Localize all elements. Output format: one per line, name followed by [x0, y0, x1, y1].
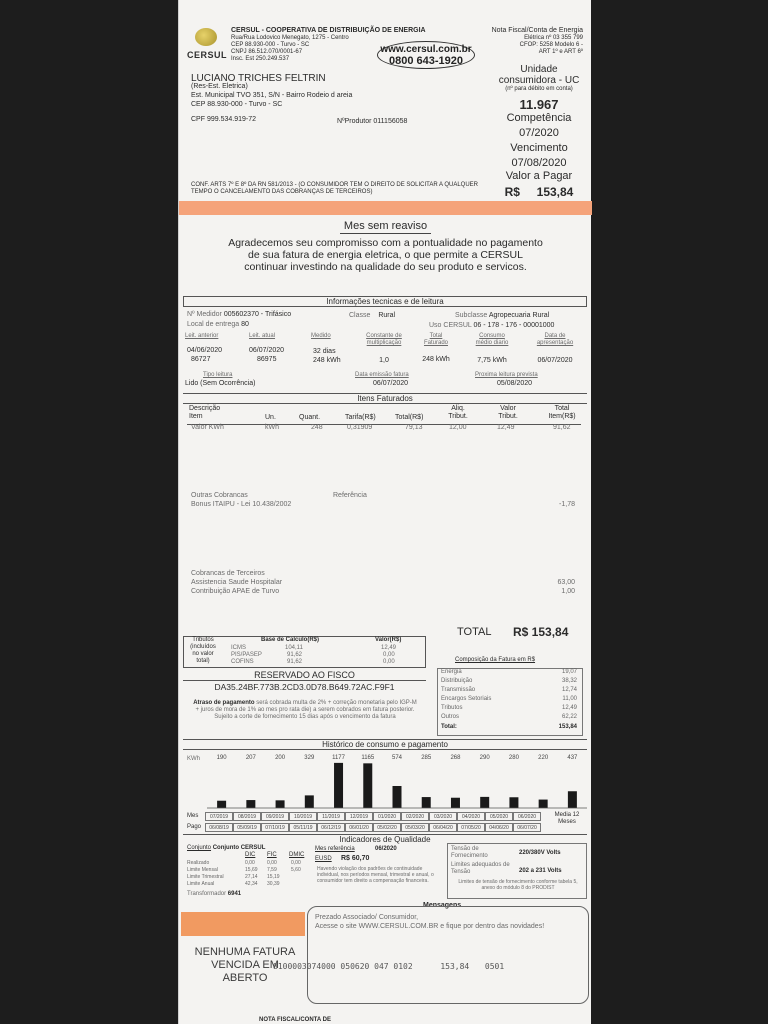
- composicao-row-label: Encargos Setoriais: [441, 696, 492, 702]
- website: www.cersul.com.br: [380, 44, 472, 55]
- eusd-value: R$ 60,70: [341, 855, 370, 862]
- local-label: Local de entrega: [187, 321, 240, 328]
- uc-box: [489, 64, 589, 199]
- comp-total-value: 153,84: [558, 724, 577, 730]
- mes-ref-value: 06/2020: [375, 846, 397, 852]
- valor-label: Valor a Pagar: [505, 170, 573, 182]
- col-data-apresentacao: Data de apresentação: [536, 333, 574, 346]
- conjunto-label: Conjunto: [187, 845, 212, 851]
- history-bar-label: 207: [245, 755, 256, 761]
- composicao-row-label: Energia: [441, 669, 462, 675]
- barcode-digits: 8100003074000 050620 047 0102: [273, 962, 413, 971]
- qualidade-row-value: 5,60: [291, 867, 301, 873]
- history-month-cell: 04/2020: [457, 812, 485, 821]
- history-bar: [246, 800, 255, 808]
- history-paid-cell: 07/10/19: [261, 823, 289, 832]
- outras-label: Outras Cobrancas: [191, 492, 248, 499]
- history-bar: [363, 763, 372, 808]
- hdr-un: Un.: [265, 414, 276, 421]
- composicao-row: [441, 669, 577, 676]
- no-overdue-2: VENCIDA EM: [211, 959, 279, 971]
- orange-stamp: [181, 912, 305, 936]
- qualidade-row: [187, 874, 315, 880]
- atraso-text: [193, 700, 417, 721]
- history-bar: [451, 798, 460, 808]
- tipo-leitura-value: Lido (Sem Ocorrência): [185, 380, 256, 387]
- history-paid-cell: 06/08/19: [205, 823, 233, 832]
- banner-line2: de sua fatura de energia eletrica, o que permite a CERSUL: [248, 249, 523, 261]
- composicao-title: Composição da Fatura em R$: [455, 657, 536, 663]
- pago-label: Pago: [187, 824, 202, 830]
- col-consumo: Consumo médio diario: [475, 333, 509, 346]
- valor-pagar: [489, 185, 589, 199]
- hdr-quant: Quant.: [299, 414, 321, 421]
- customer-street: Est. Municipal TVO 351, S/N - Bairro Rodeio d areia: [191, 92, 353, 99]
- base-header: Base de Calculo(R$): [261, 637, 320, 643]
- history-bar: [334, 763, 343, 808]
- company-cnpj: CNPJ 86.512.070/0001-67: [231, 49, 303, 55]
- conjunto-row: [187, 845, 265, 852]
- col-dmic: DMIC: [289, 852, 305, 858]
- history-bar: [568, 791, 577, 808]
- limites-value: 202 a 231 Volts: [519, 868, 562, 874]
- footer-text: NOTA FISCAL/CONTA DE: [259, 1017, 331, 1023]
- total-faturado-value: 248 kWh: [422, 356, 450, 363]
- history-month-cell: 08/2019: [233, 812, 261, 821]
- competencia-value: 07/2020: [519, 127, 559, 139]
- history-paid-cell: 06/04/20: [429, 823, 457, 832]
- hdr-total-item: Total Item(R$): [548, 405, 576, 420]
- local-value: 80: [241, 321, 249, 328]
- qualidade-row: [187, 867, 315, 873]
- qualidade-row-value: 15,19: [267, 874, 280, 880]
- qualidade-row-label: Limite Mensal: [187, 867, 218, 873]
- qualidade-row-value: 27,14: [245, 874, 258, 880]
- composicao-row-label: Distribuição: [441, 678, 473, 684]
- competencia-label: Competência: [506, 112, 572, 124]
- composicao-row: [441, 714, 577, 721]
- item-desc: Valor KWh: [191, 424, 224, 431]
- trib-base-2: 91,62: [287, 652, 303, 658]
- history-month-cell: 07/2019: [205, 812, 233, 821]
- history-bar: [217, 801, 226, 808]
- qualidade-row-value: 0,00: [291, 860, 301, 866]
- tensao-value: 220/380V Volts: [519, 850, 561, 856]
- col-leit-anterior: Leit. anterior: [185, 333, 219, 339]
- uso-row: [429, 322, 554, 330]
- trib-valor-1: 12,49: [381, 645, 397, 651]
- uc-label: Unidade: [520, 64, 558, 75]
- uc-number: 11.967: [519, 97, 559, 112]
- composicao-row-label: Transmissão: [441, 687, 476, 693]
- no-overdue-3: ABERTO: [222, 972, 268, 984]
- composicao-row: [441, 687, 577, 694]
- proxima-label: Proxima leitura prevista: [475, 372, 538, 378]
- terceiros-desc-1: Assistencia Saude Hospitalar: [191, 579, 283, 586]
- terceiros-value-2: 1,00: [561, 588, 575, 595]
- mes-ref-label: Mes referência: [315, 846, 355, 852]
- history-paid-cell: 05/02/20: [373, 823, 401, 832]
- terceiros-label: Cobrancas de Terceiros: [191, 570, 265, 577]
- classe-row: [349, 312, 395, 320]
- qualidade-row-label: Realizado: [187, 860, 210, 866]
- doc-type: Nota Fiscal/Conta de Energia: [491, 27, 583, 34]
- no-overdue-1: NENHUMA FATURA: [194, 946, 296, 958]
- company-cep: CEP 88.930-000 - Turvo - SC: [231, 42, 310, 48]
- medido-dias: 32 dias: [313, 348, 336, 355]
- history-month-cell: 05/2020: [485, 812, 513, 821]
- history-bar-label: 574: [391, 755, 403, 761]
- msg-line1: Prezado Associado/ Consumidor,: [315, 914, 419, 921]
- customer-producer: NºProdutor 011156058: [337, 118, 408, 125]
- subclasse-label: Subclasse: [455, 312, 488, 319]
- classe-value: Rural: [378, 312, 396, 319]
- eusd-label: EUSD: [315, 856, 332, 862]
- composicao-row-value: 12,74: [561, 687, 577, 693]
- history-bar-label: 329: [304, 755, 315, 761]
- history-month-cell: 06/2020: [513, 812, 541, 821]
- history-bar: [509, 797, 518, 808]
- qualidade-title: Indicadores de Qualidade: [183, 834, 587, 844]
- contact-oval: [377, 41, 475, 69]
- history-bar: [393, 786, 402, 808]
- qualidade-row: [187, 881, 315, 887]
- kwh-label: KWh: [187, 756, 201, 762]
- msg-line2: Acesse o site WWW.CERSUL.COM.BR e fique por dentro das novidades!: [315, 923, 545, 930]
- hdr-tarifa: Tarifa(R$): [345, 414, 376, 421]
- customer-name: LUCIANO TRICHES FELTRIN: [191, 73, 326, 84]
- history-month-cell: 09/2019: [261, 812, 289, 821]
- barcode-line: [273, 962, 504, 971]
- company-insc: Insc. Est 250.249.537: [231, 56, 290, 62]
- col-dic: DIC: [245, 852, 256, 858]
- qualidade-row-label: Limite Trimestral: [187, 874, 224, 880]
- company-address: Rua/Rua Lodovico Menegato, 1275 - Centro: [231, 35, 349, 41]
- tensao-label: Tensão de Fornecimento: [451, 846, 488, 859]
- transformador-value: 6941: [227, 891, 242, 897]
- history-month-cell: 01/2020: [373, 812, 401, 821]
- proxima-value: 05/08/2020: [497, 380, 533, 387]
- limites-note: Limites de tensão de fornecimento conforme tabela 5, anexo do módulo 8 do PRODIST: [458, 879, 578, 891]
- history-month-cell: 10/2019: [289, 812, 317, 821]
- emissao-label: Data emissão fatura: [355, 372, 409, 378]
- consumo-medio-value: 7,75 kWh: [477, 357, 507, 364]
- barcode-end: 0501: [484, 962, 505, 971]
- item-quant: 248: [311, 424, 323, 431]
- history-month-cell: 03/2020: [429, 812, 457, 821]
- tributos-label-2: (incluídos: [190, 644, 216, 650]
- medidor-row: [187, 311, 291, 319]
- item-tarifa: 0,31909: [347, 424, 373, 431]
- history-month-cell: 12/2019: [345, 812, 373, 821]
- media-label: Media 12 Meses: [554, 812, 580, 825]
- transformador-label: Transformador: [187, 891, 227, 897]
- medidor-value: 005602370 - Trifásico: [223, 311, 292, 318]
- items-title: Itens Faturados: [183, 393, 587, 404]
- outras-desc: Bonus ITAIPU - Lei 10.438/2002: [191, 501, 292, 508]
- trib-name-1: ICMS: [231, 645, 246, 651]
- history-bar-label: 285: [421, 755, 432, 761]
- trib-base-1: 104,11: [285, 645, 303, 651]
- invoice-paper: [178, 0, 591, 1024]
- history-bar: [480, 797, 489, 808]
- barcode-value: 153,84: [440, 962, 470, 971]
- trib-name-3: COFINS: [231, 659, 254, 665]
- col-leit-atual: Leit. atual: [249, 333, 276, 339]
- tech-info-title: Informações tecnicas e de leitura: [183, 296, 587, 307]
- leit-atual-value: 86975: [257, 356, 277, 363]
- qualidade-row-value: 0,00: [267, 860, 277, 866]
- item-valor-tribut: 12,49: [497, 424, 515, 431]
- trib-valor-3: 0,00: [383, 659, 395, 665]
- historico-title: Histórico de consumo e pagamento: [183, 739, 587, 750]
- vencimento-label: Vencimento: [510, 142, 568, 154]
- history-paid-cell: 05/11/19: [289, 823, 317, 832]
- history-bar: [422, 797, 431, 808]
- hdr-valor-tribut: Valor Tribut.: [498, 405, 518, 420]
- qualidade-row-value: 15,69: [245, 867, 258, 873]
- limites-label: Limites adequados de Tensão: [451, 862, 510, 875]
- composicao-row-value: 12,49: [561, 705, 577, 711]
- history-bar-label: 290: [479, 755, 490, 761]
- mes-label: Mes: [187, 813, 199, 819]
- items-header-line: [187, 424, 581, 425]
- message-banner: [179, 216, 592, 273]
- customer-type: (Res-Est. Eletrica): [191, 83, 248, 90]
- subclasse-row: [455, 312, 549, 320]
- history-bar-label: 1165: [361, 755, 375, 761]
- trib-base-3: 91,62: [287, 659, 303, 665]
- uso-label: Uso CERSUL: [429, 322, 472, 329]
- banner-line1: Agradecemos seu compromisso com a pontualidade no pagamento: [228, 237, 543, 249]
- medidor-label: Nº Medidor: [187, 311, 222, 318]
- col-constante: Constante de multiplicação: [366, 333, 402, 346]
- item-total: 79,13: [405, 424, 423, 431]
- terceiros-value-1: 63,00: [557, 579, 575, 586]
- trib-name-2: PIS/PASEP: [231, 652, 262, 658]
- history-paid-cell: 07/05/20: [457, 823, 485, 832]
- history-paid-cell: 06/12/19: [317, 823, 345, 832]
- tributos-label-1: Tributos: [192, 637, 214, 643]
- phone: 0800 643-1920: [388, 55, 463, 67]
- hdr-total: Total(R$): [395, 414, 424, 421]
- cersul-logo: [187, 28, 227, 62]
- outras-value: -1,78: [559, 501, 575, 508]
- emissao-value: 06/07/2020: [373, 380, 409, 387]
- hdr-descricao: Descrição Item: [189, 405, 221, 420]
- customer-cpf: CPF 999.534.919-72: [191, 116, 256, 123]
- uso-value: 06 - 178 - 176 - 00001000: [473, 322, 555, 329]
- comp-total-label: Total:: [441, 724, 457, 730]
- history-chart: [207, 752, 587, 810]
- composicao-row-value: 19,07: [561, 669, 577, 675]
- history-bar-label: 220: [538, 755, 549, 761]
- total-label: TOTAL: [457, 626, 492, 638]
- subclasse-value: Agropecuaria Rural: [488, 312, 550, 319]
- fisco-hash: DA35.24BF.773B.2CD3.0D78.B649.72AC.F9F1: [214, 682, 395, 692]
- conf-notice: CONF. ARTS 7º E 8º DA RN 581/2013 - (O CONSUMIDOR TEM O DIREITO DE SOLICITAR A QUALQUER TEMPO O CANCELAMENTO DAS COBRANÇAS DE TERCEIROS): [191, 182, 479, 195]
- history-paid-cell: 06/01/20: [345, 823, 373, 832]
- history-paid-cell: 05/03/20: [401, 823, 429, 832]
- hdr-aliq: Aliq. Tribut.: [448, 405, 468, 420]
- col-fic: FIC: [267, 852, 277, 858]
- doc-art: ART 1º e ART 6º: [538, 49, 583, 55]
- qualidade-row-value: 42,34: [245, 881, 258, 887]
- item-total-item: 91,62: [553, 424, 571, 431]
- history-paid-cell: 05/09/19: [233, 823, 261, 832]
- composicao-row-label: Tributos: [441, 705, 463, 711]
- transformador-row: [187, 891, 241, 898]
- banner-title: Mes sem reaviso: [340, 220, 431, 234]
- history-month-cell: 02/2020: [401, 812, 429, 821]
- valor-header: Valor(R$): [375, 637, 402, 643]
- tributos-label: [185, 637, 221, 665]
- banner-line3: continuar investindo na qualidade do seu produto e servicos.: [244, 261, 527, 273]
- orange-strip: [179, 201, 592, 215]
- composicao-row-label: Outros: [441, 714, 460, 720]
- local-row: [187, 321, 249, 329]
- col-medido: Medido: [311, 333, 331, 339]
- tipo-leitura-label: Tipo leitura: [203, 372, 233, 378]
- history-month-cell: 11/2019: [317, 812, 345, 821]
- history-bar: [539, 800, 548, 808]
- composicao-row: [441, 696, 577, 703]
- composicao-row: [441, 678, 577, 685]
- valor-currency: R$: [504, 185, 520, 199]
- history-bar-label: 200: [275, 755, 286, 761]
- history-bar: [305, 795, 314, 808]
- history-bar-label: 437: [567, 755, 578, 761]
- qualidade-row: [187, 860, 315, 866]
- history-bar: [276, 800, 285, 808]
- trib-valor-2: 0,00: [383, 652, 395, 658]
- leit-anterior-value: 86727: [191, 356, 211, 363]
- customer-cep: CEP 88.930-000 - Turvo - SC: [191, 101, 283, 108]
- tributos-label-4: total): [196, 658, 210, 664]
- atraso-bold: Atraso de pagamento: [193, 700, 255, 706]
- col-total-faturado: Total Faturado: [423, 333, 448, 346]
- company-name: CERSUL - COOPERATIVA DE DISTRIBUIÇÃO DE ENERGIA: [231, 27, 426, 34]
- atraso-body: será cobrada multa de 2% + correção monetaria pelo IGP-M + juros de mora de 1% ao mes pro rata die) a serem cobrados em fatura posterior. Sujeito a corte de fornecimento 15 dias após o vencimento da fatura: [195, 700, 417, 720]
- uc-note: (nº para débito em conta): [505, 86, 573, 92]
- medido-kwh: 248 kWh: [313, 357, 341, 364]
- history-paid-cell: 06/07/20: [513, 823, 541, 832]
- leit-anterior-date: 04/06/2020: [187, 347, 223, 354]
- history-bar-label: 268: [450, 755, 461, 761]
- classe-label: Classe: [349, 312, 371, 319]
- history-bar-label: 1177: [332, 755, 345, 761]
- vencimento-value: 07/08/2020: [511, 157, 567, 169]
- doc-cfop: CFOP: 5258 Modelo 6 -: [519, 42, 583, 48]
- valor-amount: 153,84: [536, 185, 574, 199]
- total-value: R$ 153,84: [513, 625, 569, 639]
- composicao-row: [441, 705, 577, 712]
- composicao-row-value: 11,00: [562, 696, 577, 702]
- logo-text: CERSUL: [187, 50, 228, 60]
- qualidade-row-value: 30,39: [267, 881, 280, 887]
- history-paid-cell: 04/06/20: [485, 823, 513, 832]
- data-apresentacao-value: 06/07/2020: [537, 357, 573, 364]
- doc-number: Elétrica nº 03 355 799: [524, 35, 583, 41]
- constante-value: 1,0: [379, 357, 389, 364]
- qualidade-row-value: 0,00: [245, 860, 255, 866]
- qualidade-row-value: 7,59: [267, 867, 277, 873]
- item-un: kWh: [265, 424, 279, 431]
- logo-emblem-icon: [195, 28, 217, 46]
- conjunto-value: Conjunto CERSUL: [212, 845, 266, 851]
- history-bar-label: 280: [508, 755, 519, 761]
- history-bar-label: 190: [216, 755, 227, 761]
- reservado-fisco: RESERVADO AO FISCO: [183, 670, 426, 681]
- uc-label2: consumidora - UC: [498, 75, 580, 86]
- mensagens-title: Mensagens: [423, 902, 462, 909]
- item-aliq: 12,00: [449, 424, 467, 431]
- eusd-note: Havendo violação dos padrões de continuidade individual, nos períodos mensal, trimestral e anual, o consumidor tem direito a compensação financeira.: [317, 866, 434, 884]
- composicao-row-value: 62,22: [561, 714, 577, 720]
- tributos-label-3: no valor: [192, 651, 214, 657]
- terceiros-desc-2: Contribuição APAE de Turvo: [191, 588, 280, 595]
- referencia-label: Referência: [333, 492, 367, 499]
- leit-atual-date: 06/07/2020: [249, 347, 285, 354]
- qualidade-row-label: Limite Anual: [187, 881, 215, 887]
- composicao-row-value: 38,32: [561, 678, 577, 684]
